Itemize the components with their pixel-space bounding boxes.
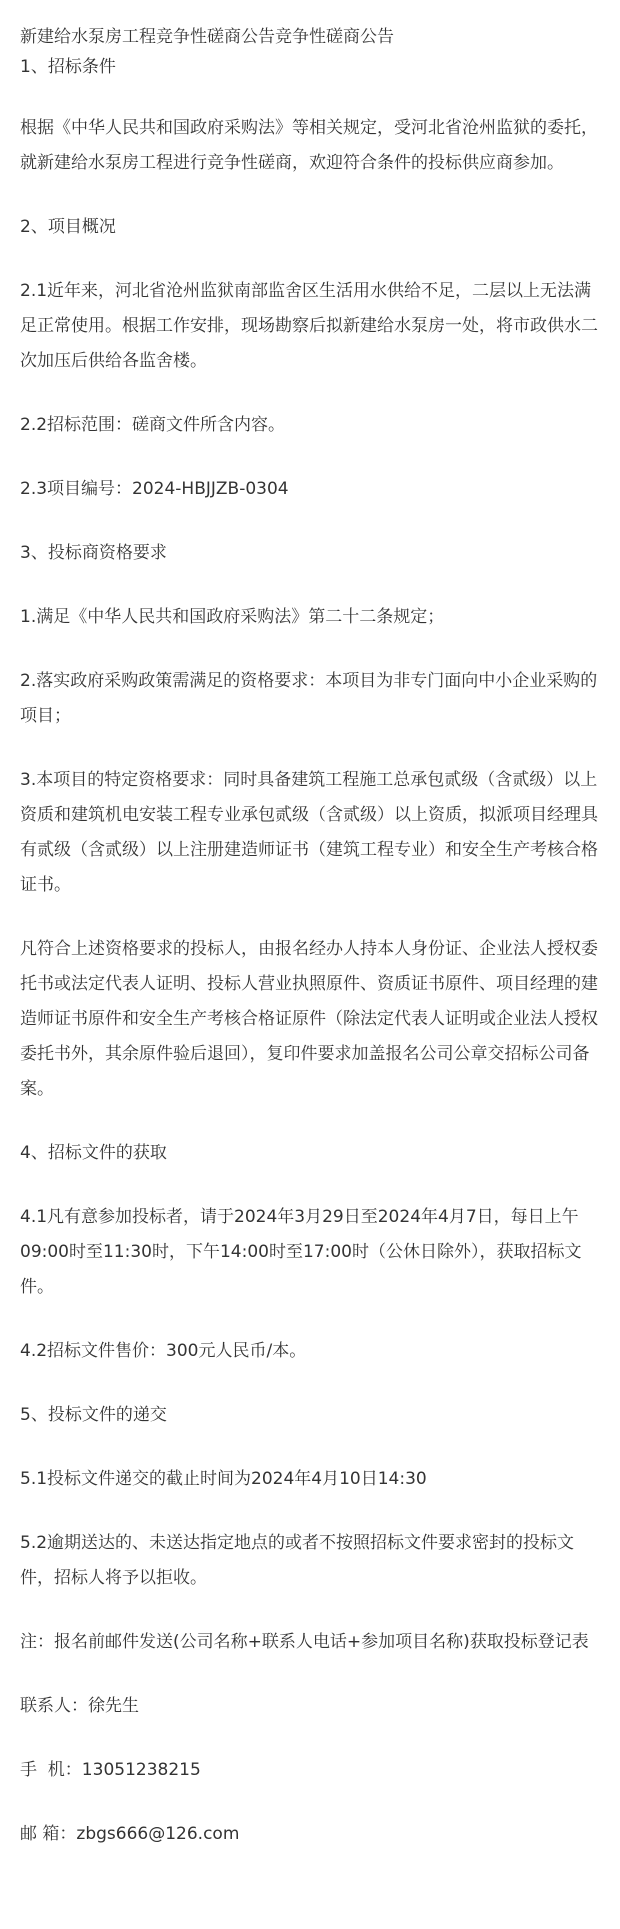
contact-email: 邮 箱：zbgs666@126.com	[20, 1824, 240, 1844]
section-3-paragraph-1: 1.满足《中华人民共和国政府采购法》第二十二条规定；	[20, 607, 445, 627]
section-3-paragraph-3: 3.本项目的特定资格要求：同时具备建筑工程施工总承包贰级（含贰级）以上资质和建筑机电安装工程专业承包贰级（含贰级）以上资质，拟派项目经理具有贰级（含贰级）以上注册建造师证书（建筑工程专业）和安全生产考核合格证书。	[20, 770, 598, 895]
section-4-heading: 4、招标文件的获取	[20, 1143, 167, 1163]
section-5-heading: 5、投标文件的递交	[20, 1405, 167, 1425]
section-1-heading: 1、招标条件	[20, 57, 116, 77]
section-3-paragraph-2: 2.落实政府采购政策需满足的资格要求：本项目为非专门面向中小企业采购的项目；	[20, 671, 598, 726]
section-5-paragraph-2: 5.2逾期送达的、未送达指定地点的或者不按照招标文件要求密封的投标文件，招标人将予以拒收。	[20, 1533, 575, 1588]
contact-person: 联系人：徐先生	[20, 1696, 139, 1716]
section-2-heading: 2、项目概况	[20, 217, 116, 237]
document-title: 新建给水泵房工程竞争性磋商公告竞争性磋商公告	[20, 27, 394, 47]
registration-note: 注：报名前邮件发送(公司名称+联系人电话+参加项目名称)获取投标登记表	[20, 1632, 589, 1652]
section-2-paragraph-2: 2.2招标范围：磋商文件所含内容。	[20, 415, 286, 435]
contact-mobile: 手 机：13051238215	[20, 1760, 201, 1780]
section-3-heading: 3、投标商资格要求	[20, 543, 167, 563]
section-4-paragraph-1: 4.1凡有意参加投标者，请于2024年3月29日至2024年4月7日，每日上午09:00时至11:30时，下午14:00时至17:00时（公休日除外），获取招标文件。	[20, 1207, 582, 1297]
section-1-paragraph-1: 根据《中华人民共和国政府采购法》等相关规定，受河北省沧州监狱的委托，就新建给水泵房工程进行竞争性磋商，欢迎符合条件的投标供应商参加。	[20, 118, 598, 173]
section-3-paragraph-4: 凡符合上述资格要求的投标人，由报名经办人持本人身份证、企业法人授权委托书或法定代表人证明、投标人营业执照原件、资质证书原件、项目经理的建造师证书原件和安全生产考核合格证原件（除法定代表人证明或企业法人授权委托书外，其余原件验后退回），复印件要求加盖报名公司公章交招标公司备案。	[20, 939, 598, 1099]
section-2-paragraph-1: 2.1近年来，河北省沧州监狱南部监舍区生活用水供给不足，二层以上无法满足正常使用。根据工作安排，现场勘察后拟新建给水泵房一处，将市政供水二次加压后供给各监舍楼。	[20, 281, 598, 371]
section-2-paragraph-3: 2.3项目编号：2024-HBJJZB-0304	[20, 479, 289, 499]
section-4-paragraph-2: 4.2招标文件售价：300元人民币/本。	[20, 1341, 307, 1361]
section-5-paragraph-1: 5.1投标文件递交的截止时间为2024年4月10日14:30	[20, 1469, 427, 1489]
